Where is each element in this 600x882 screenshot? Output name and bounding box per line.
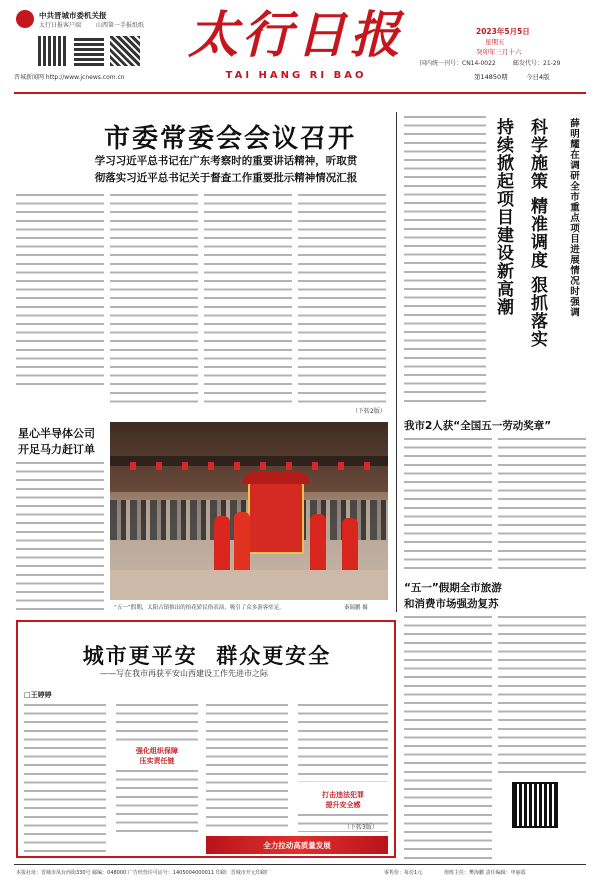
right-kicker: 薛明耀在调研全市重点项目进展情况时强调: [568, 118, 579, 318]
feature-continued: （下转3版）: [344, 824, 378, 831]
ground: [110, 570, 388, 600]
right-title1: 科学施策 精准调度 狠抓落实: [527, 118, 547, 348]
site-url[interactable]: 晋城新闻网 http://www.jcnews.com.cn: [14, 74, 125, 81]
sedan-chair: [248, 480, 304, 554]
qr-code-icon[interactable]: [74, 36, 104, 66]
tourism-body-col2: [498, 614, 586, 774]
continued-note: （下转2版）: [352, 408, 386, 415]
masthead-rule: [14, 92, 586, 94]
headline-title: 市委常委会会议召开: [103, 124, 356, 154]
tourism-title2: 和消费市场强劲复苏: [404, 598, 499, 610]
footer-mid: 零售价：每份1元: [384, 870, 423, 876]
sedan-roof: [242, 472, 310, 484]
award-body-col2: [498, 436, 586, 570]
feature-col3: [206, 702, 288, 832]
performer: [214, 516, 230, 576]
tagline2: 山西第一手报纸纸: [96, 22, 145, 29]
tagline: 太行日报客户端: [39, 22, 82, 29]
issue-number: 第14850期: [474, 73, 508, 81]
footer-right: 值班主任：樊海鹏 责任编辑：申丽霞: [444, 870, 526, 876]
photo-caption: “五一”假期，太阳古镇推出的抬花轿民俗表演，吸引了众多游客驻足。: [114, 605, 285, 611]
feature-subhead1: 强化组织保障: [136, 747, 178, 755]
logo-emblem: [16, 10, 34, 28]
festival-photo: [110, 422, 388, 600]
tourism-body-col1: [404, 614, 492, 860]
paper-pinyin: TAI HANG RI BAO: [225, 70, 367, 81]
side-story-title2: 开足马力赶订单: [18, 443, 95, 456]
feature-subtitle: ——写在我市再获平安山西建设工作先进市之际: [100, 669, 268, 678]
feature-col2-top: [116, 702, 198, 742]
feature-col1: [24, 702, 106, 852]
photo-credit: 秦瑞鹏 摄: [344, 605, 368, 611]
footer-left: 本报社址：晋城市凤台西街330号 邮编：048000 广告经营许可证号：1405004000011 印刷：晋城市开元印刷厂: [16, 870, 271, 876]
feature-subhead2b: 提升安全感: [325, 801, 361, 809]
qr-code-icon[interactable]: [512, 782, 558, 828]
feature-author: □王婷婷: [24, 691, 52, 699]
performer: [234, 512, 250, 576]
feature-subhead1b: 压实责任链: [139, 757, 175, 765]
lunar-date: 癸卯年三月十六: [476, 48, 522, 56]
right-article-col1: [404, 114, 486, 404]
lanterns: [130, 462, 380, 470]
page-count: 今日4版: [526, 73, 550, 81]
cn-code: 国内统一刊号：CN14-0022: [420, 60, 496, 67]
side-story-title1: 星心半导体公司: [18, 427, 95, 440]
post-code: 邮发代号：21-29: [513, 60, 561, 67]
main-article-col2: [110, 192, 198, 404]
performer: [342, 518, 358, 576]
main-article-col3: [204, 192, 292, 404]
issue-date: 2023年5月5日: [476, 27, 530, 36]
feature-col2-bottom: [116, 768, 198, 832]
main-article-col4: [298, 192, 386, 404]
headline-sub1: 学习习近平总书记在广东考察时的重要讲话精神，听取贯: [94, 155, 358, 167]
column-divider: [396, 112, 397, 412]
paper-title: 太行日报: [188, 5, 404, 64]
masthead: [0, 0, 600, 92]
tourism-title1: “五一”假期全市旅游: [404, 582, 502, 594]
side-story-body: [16, 460, 104, 610]
headline-sub2: 彻落实习近平总书记关于督查工作重要批示精神情况汇报: [94, 172, 358, 184]
award-title: 我市2人获“全国五一劳动奖章”: [404, 420, 552, 432]
award-body-col1: [404, 436, 492, 570]
weekday: 星期五: [485, 38, 505, 46]
right-title2: 持续掀起项目建设新高潮: [493, 118, 513, 316]
qr-code-icon[interactable]: [110, 36, 140, 66]
org-line: 中共晋城市委机关报: [39, 11, 107, 20]
column-divider: [396, 412, 397, 612]
performer: [310, 514, 326, 576]
feature-title: 城市更平安 群众更安全: [82, 644, 332, 668]
qr-code-icon[interactable]: [38, 36, 68, 66]
footer-rule: [14, 864, 586, 865]
feature-subhead2: 打击违法犯罪: [322, 791, 364, 799]
main-article-col1: [16, 192, 104, 390]
feature-col4-top: [298, 702, 388, 782]
feature-banner-text: 全力拉动高质量发展: [263, 841, 331, 850]
